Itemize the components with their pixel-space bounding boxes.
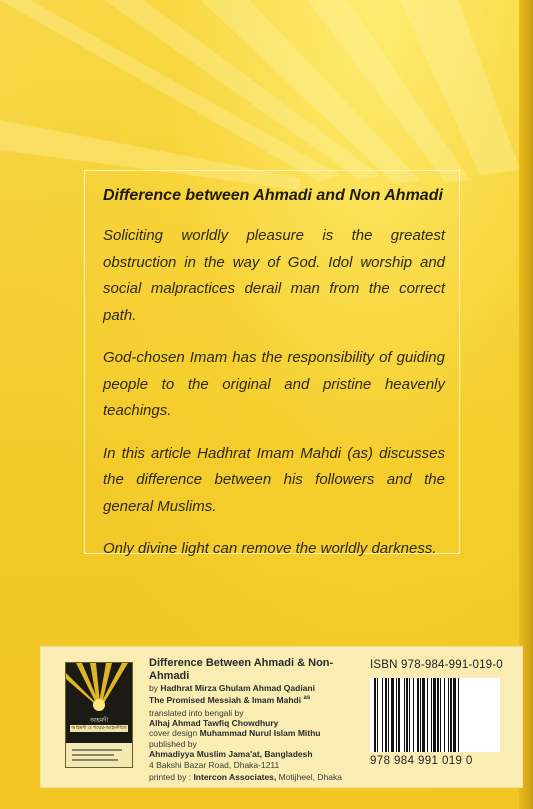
barcode-number: 978 984 991 019 0: [370, 755, 473, 767]
barcode-bar: [406, 678, 408, 752]
isbn-label: ISBN 978-984-991-019-0: [370, 659, 503, 671]
thumbnail-subtitle: আহমদী ও গয়ের-আহমদীতে পার্থক্য: [71, 725, 127, 738]
book-metadata: [149, 657, 363, 782]
barcode-bar: [444, 678, 445, 752]
article-title: Difference between Ahmadi and Non Ahmadi: [103, 187, 443, 204]
barcode-bar: [433, 678, 435, 752]
article-paragraph-2: God-chosen Imam has the responsibility of guiding people to the original and pristine heavenly teachings.: [103, 349, 445, 419]
barcode-bar: [431, 678, 432, 752]
published-label: published by: [149, 738, 197, 749]
barcode-bar: [391, 678, 394, 752]
translator-name: Alhaj Ahmad Tawfiq Chowdhury: [149, 718, 279, 729]
barcode-bar: [385, 678, 387, 752]
author-title: The Promised Messiah & Imam Mahdi: [149, 695, 302, 706]
barcode-bar: [420, 678, 421, 752]
barcode-bar: [422, 678, 424, 752]
isbn-barcode: [370, 678, 500, 752]
barcode-bar: [374, 678, 376, 752]
thumbnail-text-line: [72, 749, 122, 751]
by-label: by: [149, 683, 158, 693]
printed-label: printed by :: [149, 772, 192, 783]
publisher-name: Ahmadiyya Muslim Jama'at, Bangladesh: [149, 749, 313, 760]
thumbnail-footer: [66, 743, 132, 767]
barcode-bar: [458, 678, 459, 752]
article-paragraph-4: Only divine light can remove the worldly darkness.: [103, 540, 437, 557]
cover-design-line: [149, 728, 363, 738]
author-title-line: [149, 693, 363, 705]
barcode-bar: [404, 678, 405, 752]
author-line: [149, 683, 363, 693]
author-title-suffix: as: [303, 695, 311, 702]
printer-name: Intercon Associates,: [193, 772, 277, 783]
barcode-bar: [398, 678, 400, 752]
publication-info-panel: [40, 646, 523, 788]
barcode-bar: [382, 678, 383, 752]
publisher-address: 4 Bakshi Bazar Road, Dhaka-1211: [149, 759, 280, 770]
barcode-bar: [448, 678, 449, 752]
thumbnail-text-line: [72, 754, 114, 756]
cover-designer: Muhammad Nurul Islam Mithu: [199, 728, 321, 739]
barcode-bar: [437, 678, 439, 752]
barcode-bar: [388, 678, 389, 752]
thumbnail-title: আহমদী: [89, 717, 109, 724]
barcode-bar: [396, 678, 397, 752]
barcode-bar: [409, 678, 410, 752]
barcode-bar: [440, 678, 441, 752]
article-paragraph-1: Soliciting worldly pleasure is the greatest obstruction in the way of God. Idol worship and social malpractices derail man from the correct path.: [103, 227, 445, 324]
thumbnail-text-line: [72, 759, 118, 761]
book-cover-thumbnail: [65, 662, 133, 768]
barcode-bar: [453, 678, 456, 752]
translated-label: translated into bengali by: [149, 707, 244, 718]
printer-line: [149, 772, 363, 782]
author-name: Hadhrat Mirza Ghulam Ahmad Qadiani: [160, 683, 315, 693]
article-paragraph-3: In this article Hadhrat Imam Mahdi (as) discusses the difference between his followers and the general Muslims.: [103, 444, 445, 515]
barcode-bar: [413, 678, 414, 752]
barcode-bar: [377, 678, 378, 752]
barcode-bar: [417, 678, 419, 752]
barcode-bar: [450, 678, 452, 752]
cover-design-label: cover design: [149, 728, 198, 739]
article-text-box: [84, 170, 460, 557]
printer-address: Motijheel, Dhaka: [276, 772, 342, 783]
book-title: Difference Between Ahmadi & Non-Ahmadi: [149, 657, 334, 682]
barcode-bar: [427, 678, 428, 752]
